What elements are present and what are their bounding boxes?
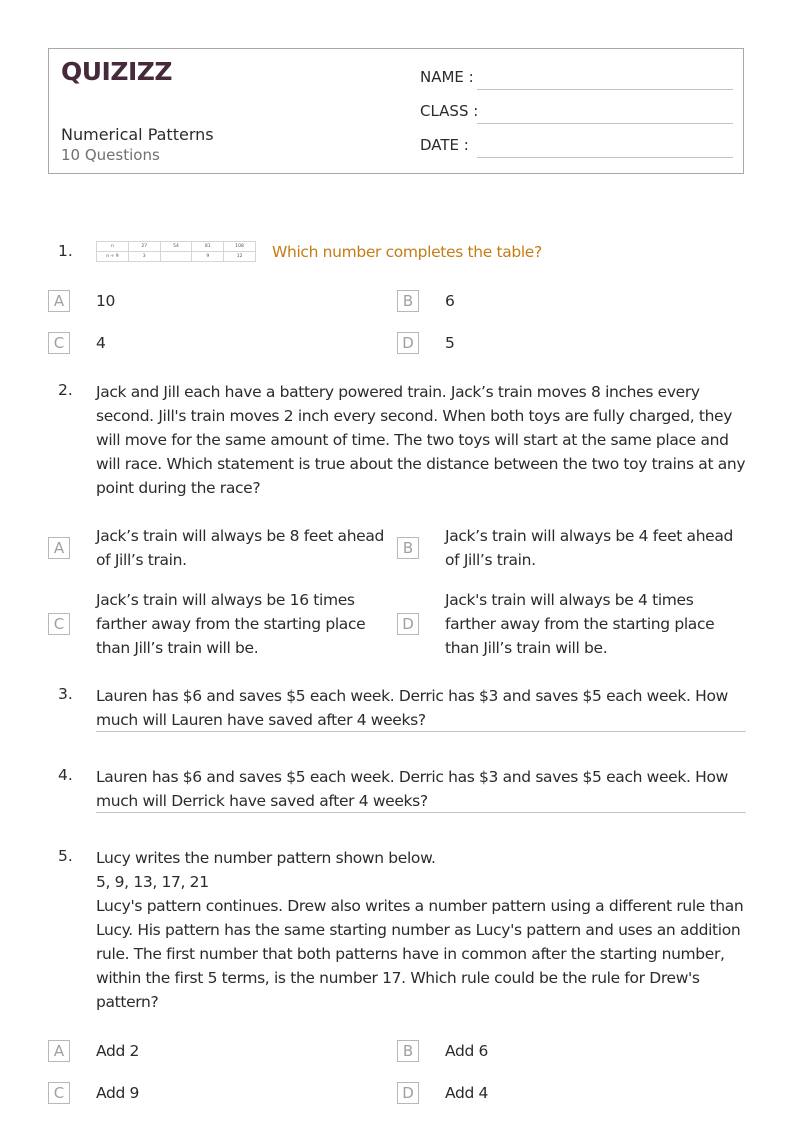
class-field[interactable]	[477, 123, 733, 124]
worksheet-header	[48, 48, 744, 174]
option-a-box[interactable]: A	[48, 290, 70, 312]
option-c-box[interactable]: C	[48, 613, 70, 635]
question-text: Jack and Jill each have a battery powered train. Jack’s train moves 8 inches every second. Jill's train moves 2 inch every second. When both toys are fully charged, they will move for the same amount of time. The two toys will start at the same place and will race. Which statement is true about the distance between the two toy trains at any point during the race?	[96, 383, 746, 497]
option-d-text: Add 4	[445, 1084, 489, 1102]
date-field[interactable]	[477, 157, 733, 158]
name-label: NAME :	[420, 68, 474, 86]
option-b-box[interactable]: B	[397, 290, 419, 312]
option-c-box[interactable]: C	[48, 332, 70, 354]
option-d-text: 5	[445, 334, 455, 352]
option-b-text: 6	[445, 292, 455, 310]
option-d-box[interactable]: D	[397, 613, 419, 635]
quizizz-logo: QUIZIZZ	[61, 57, 173, 86]
question-text	[96, 846, 748, 1014]
question-line: Lucy writes the number pattern shown below.	[96, 849, 436, 867]
class-label: CLASS :	[420, 102, 479, 120]
option-b-text: Jack’s train will always be 4 feet ahead of Jill’s train.	[445, 527, 734, 569]
table-cell	[160, 252, 192, 262]
question-text: Lauren has $6 and saves $5 each week. Derric has $3 and saves $5 each week. How much will Derrick have saved after 4 weeks?	[96, 768, 728, 810]
option-c-text: Add 9	[96, 1084, 140, 1102]
question-count: 10 Questions	[61, 146, 160, 164]
worksheet-title: Numerical Patterns	[61, 125, 214, 144]
table-cell: 27	[128, 242, 160, 252]
question-number: 5.	[58, 847, 73, 865]
answer-line[interactable]	[96, 731, 746, 732]
option-c-box[interactable]: C	[48, 1082, 70, 1104]
date-label: DATE :	[420, 136, 469, 154]
option-b-box[interactable]: B	[397, 1040, 419, 1062]
question-table-image	[96, 241, 256, 262]
option-a-text: Jack’s train will always be 8 feet ahead of Jill’s train.	[96, 527, 385, 569]
answer-line[interactable]	[96, 812, 746, 813]
question-number: 4.	[58, 766, 73, 784]
question-number: 1.	[58, 242, 73, 260]
option-d-box[interactable]: D	[397, 1082, 419, 1104]
option-d-text: Jack's train will always be 4 times farther away from the starting place than Jill’s train will be.	[445, 591, 715, 657]
question-text: Which number completes the table?	[272, 243, 542, 261]
option-b-box[interactable]: B	[397, 537, 419, 559]
question-number: 2.	[58, 381, 73, 399]
option-a-text: Add 2	[96, 1042, 140, 1060]
question-number: 3.	[58, 685, 73, 703]
name-field[interactable]	[477, 89, 733, 90]
table-cell: n ÷ 9	[97, 252, 129, 262]
option-c-text: 4	[96, 334, 106, 352]
question-text: Lauren has $6 and saves $5 each week. Derric has $3 and saves $5 each week. How much will Lauren have saved after 4 weeks?	[96, 687, 728, 729]
table-cell: 12	[224, 252, 256, 262]
table-cell: 54	[160, 242, 192, 252]
table-cell: 3	[128, 252, 160, 262]
table-cell: 81	[192, 242, 224, 252]
table-cell: 108	[224, 242, 256, 252]
question-line: Lucy's pattern continues. Drew also writes a number pattern using a different rule than Lucy. His pattern has the same starting number as Lucy's pattern and uses an addition rule. The first number that both patterns have in common after the starting number, within the first 5 terms, is the number 17. Which rule could be the rule for Drew's pattern?	[96, 897, 744, 1011]
number-pattern: 5, 9, 13, 17, 21	[96, 873, 209, 891]
option-a-box[interactable]: A	[48, 537, 70, 559]
table-cell: n	[97, 242, 129, 252]
option-a-text: 10	[96, 292, 116, 310]
option-c-text: Jack’s train will always be 16 times farther away from the starting place than Jill’s train will be.	[96, 591, 366, 657]
option-d-box[interactable]: D	[397, 332, 419, 354]
table-cell: 9	[192, 252, 224, 262]
option-a-box[interactable]: A	[48, 1040, 70, 1062]
option-b-text: Add 6	[445, 1042, 489, 1060]
